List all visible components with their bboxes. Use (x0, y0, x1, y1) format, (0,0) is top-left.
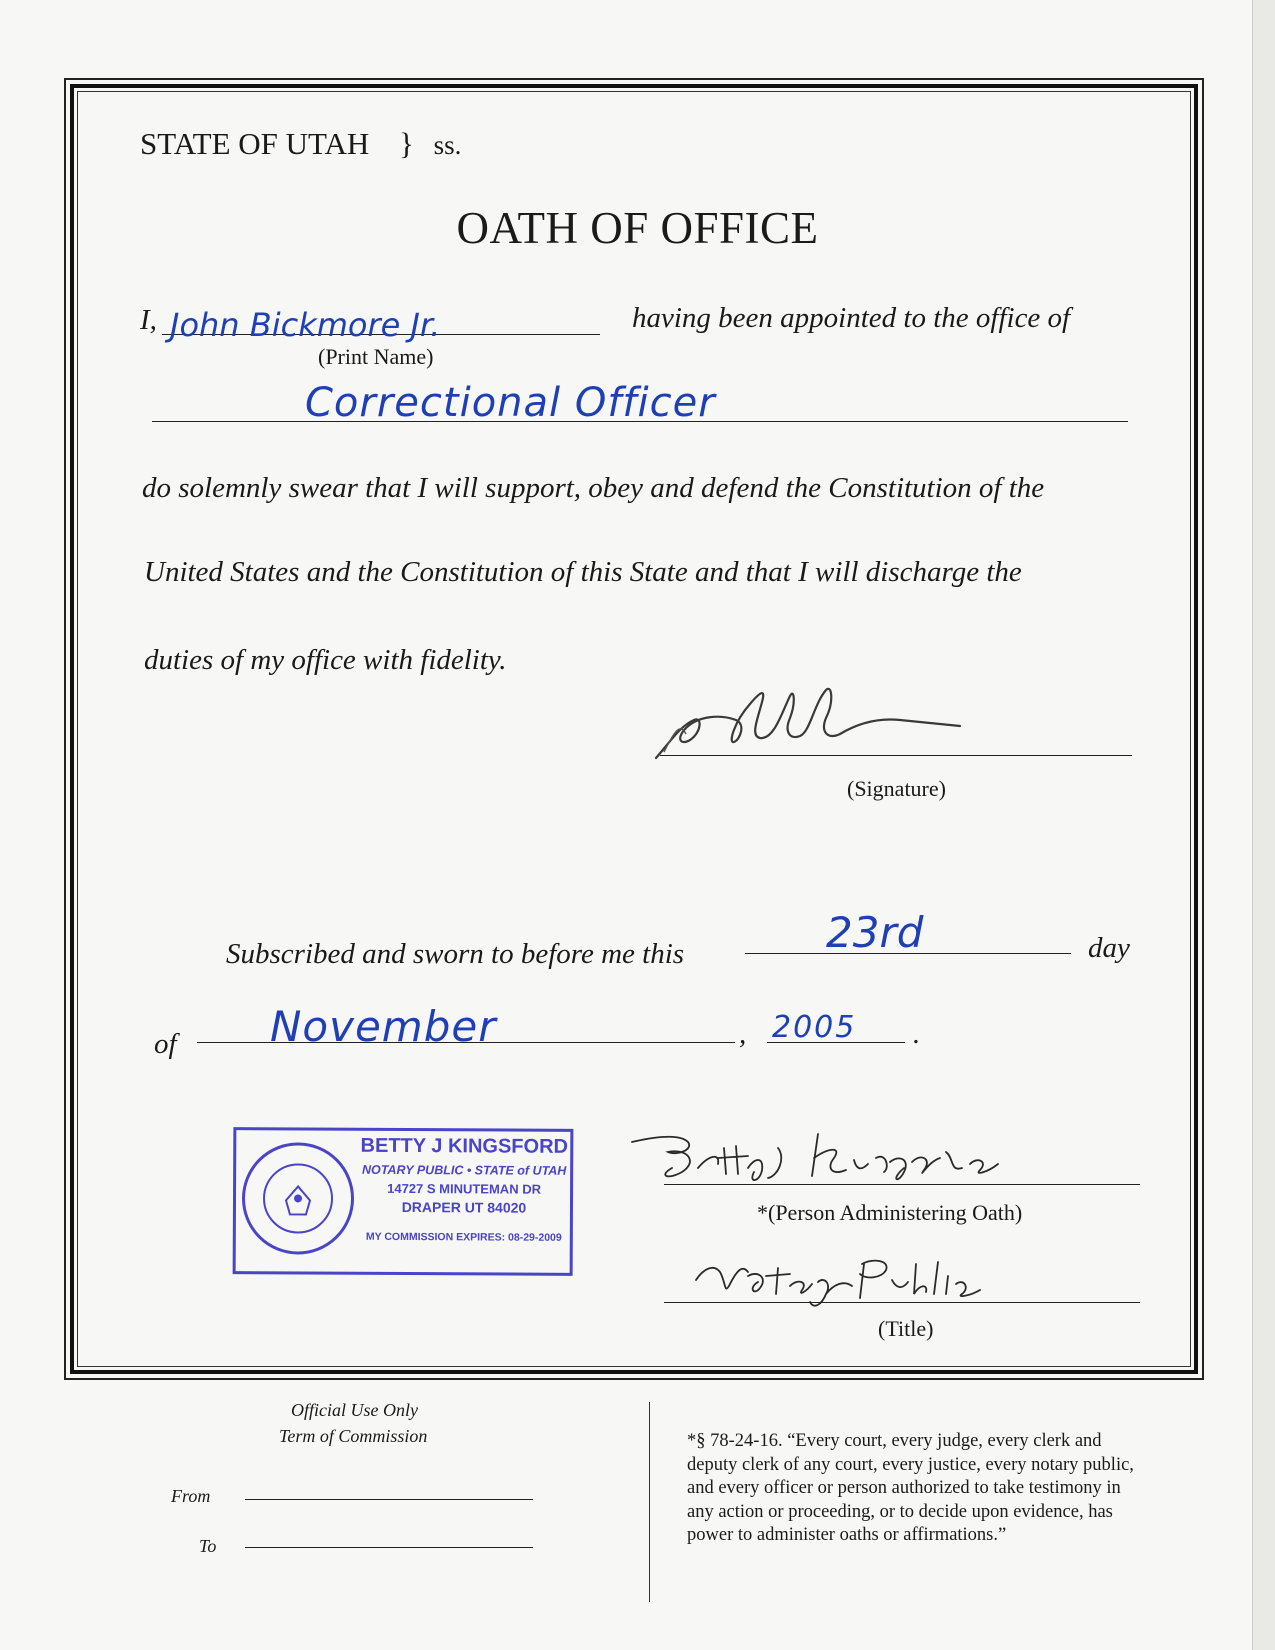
administrator-label: *(Person Administering Oath) (757, 1200, 1023, 1225)
ss-text: ss. (433, 130, 462, 160)
title-line (664, 1302, 1140, 1303)
notary-address1: 14727 S MINUTEMAN DR (387, 1180, 542, 1197)
day-value: 23rd (826, 908, 924, 957)
to-line (245, 1547, 533, 1548)
from-label: From (171, 1486, 211, 1506)
state-seal-icon (242, 1142, 355, 1255)
from-line (245, 1499, 533, 1500)
notary-address2: DRAPER UT 84020 (401, 1198, 527, 1216)
statute-note (687, 1430, 1134, 1548)
i-prefix: I, (140, 304, 157, 336)
name-value: John Bickmore Jr. (170, 306, 441, 344)
document-title: OATH OF OFFICE (456, 203, 819, 253)
state-text: STATE OF UTAH (140, 126, 370, 161)
statute-line-4: any action or proceeding, or to decide upon evidence, has (687, 1501, 1113, 1522)
statute-line-5: power to administer oaths or affirmations.” (687, 1525, 1007, 1545)
oath-line-2: United States and the Constitution of this State and that I will discharge the (144, 556, 1022, 588)
notary-title: NOTARY PUBLIC • STATE of UTAH (361, 1162, 567, 1178)
signature-line (660, 755, 1132, 756)
title-label: (Title) (878, 1316, 934, 1341)
office-value: Correctional Officer (305, 380, 716, 426)
term-heading: Term of Commission (279, 1426, 428, 1446)
notary-expires: MY COMMISSION EXPIRES: 08-29-2009 (365, 1230, 562, 1244)
notary-stamp (233, 1127, 574, 1276)
oath-line-1: do solemnly swear that I will support, obey and defend the Constitution of the (142, 472, 1045, 504)
period: . (913, 1018, 921, 1050)
appointed-text: having been appointed to the office of (632, 302, 1071, 334)
statute-line-2: deputy clerk of any court, every justice, every notary public, (687, 1454, 1134, 1475)
year-value: 2005 (772, 1010, 857, 1045)
to-label: To (199, 1536, 217, 1556)
print-name-label: (Print Name) (318, 344, 434, 369)
oath-line-3: duties of my office with fidelity. (144, 644, 507, 676)
signature-label: (Signature) (847, 776, 946, 801)
notary-title-signature (694, 1254, 1034, 1314)
administrator-line (664, 1184, 1140, 1185)
statute-line-1: *§ 78-24-16. “Every court, every judge, every clerk and (687, 1431, 1102, 1451)
month-value: November (270, 1002, 497, 1051)
official-use-heading: Official Use Only (291, 1400, 418, 1420)
administrator-signature (628, 1128, 1098, 1188)
venue-heading (140, 126, 461, 162)
statute-line-3: and every officer or person authorized to take testimony in (687, 1478, 1121, 1498)
notary-name: BETTY J KINGSFORD (360, 1134, 569, 1158)
subscribed-text: Subscribed and sworn to before me this (226, 938, 685, 970)
comma: , (739, 1018, 747, 1050)
day-label: day (1088, 932, 1130, 964)
venue-brace: } (399, 126, 414, 161)
of-label: of (154, 1028, 177, 1060)
footer-divider (649, 1402, 650, 1602)
